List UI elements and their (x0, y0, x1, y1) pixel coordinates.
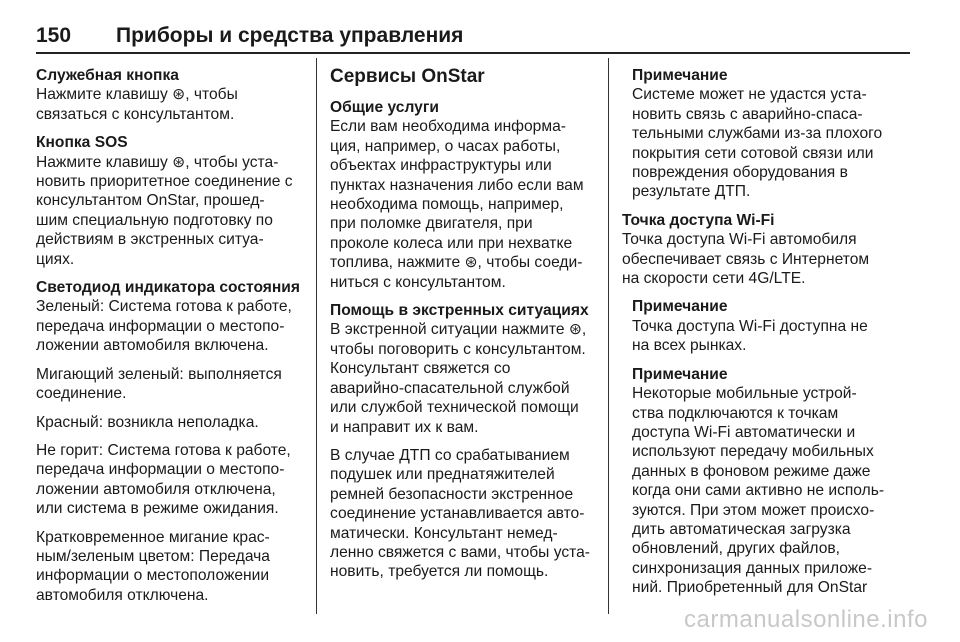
text-block (36, 278, 308, 356)
text-line: новить приоритетное соединение с (36, 173, 293, 191)
text-line: Нажмите клавишу ⊛, чтобы уста- (36, 153, 279, 171)
text-line: шим специальную подготовку по (36, 211, 273, 229)
text-line: В экстренной ситуации нажмите ⊛, (330, 321, 587, 339)
text-block (330, 301, 598, 437)
text-line: объектах инфраструктуры или (330, 157, 552, 175)
subheading: Кнопка SOS (36, 134, 128, 152)
column-1 (36, 66, 308, 614)
text-line: ложении автомобиля отключена, (36, 480, 276, 498)
text-line: необходима помощь, например, (330, 196, 564, 214)
text-line: связаться с консультантом. (36, 105, 235, 123)
text-line: на всех рынках. (632, 337, 747, 355)
text-line: тельными службами из-за плохого (632, 125, 883, 143)
note-block (622, 66, 914, 202)
text-line: зуются. При этом может происхо- (632, 501, 875, 519)
text-line: соединение. (36, 385, 127, 403)
text-line: обновлений, других файлов, (632, 540, 840, 558)
text-block (36, 528, 308, 606)
text-line: новить, требуется ли помощь. (330, 563, 549, 581)
text-line: аварийно-спасательной службой (330, 379, 570, 397)
text-block (330, 446, 598, 582)
text-line: чтобы поговорить с консультантом. (330, 340, 586, 358)
text-line: Точка доступа Wi-Fi доступна не (632, 317, 868, 335)
text-line: синхронизация данных приложе- (632, 559, 873, 577)
subheading: Служебная кнопка (36, 67, 179, 84)
text-line: дить автоматическая загрузка (632, 520, 851, 538)
header-rule (36, 52, 910, 54)
text-line: автомобиля отключена. (36, 586, 209, 604)
column-divider (608, 58, 609, 614)
text-block (36, 365, 308, 404)
subheading: Общие услуги (330, 99, 439, 116)
text-line: Красный: возникла неполадка. (36, 413, 259, 431)
subheading: Точка доступа Wi-Fi (622, 211, 775, 229)
text-line: ложении автомобиля включена. (36, 337, 269, 355)
text-line: Нажмите клавишу ⊛, чтобы (36, 86, 238, 104)
page-number: 150 (36, 24, 72, 47)
text-line: действиям в экстренных ситуа- (36, 231, 264, 249)
text-line: или службой технической помощи (330, 399, 579, 417)
text-line: Мигающий зеленый: выполняется (36, 365, 282, 383)
text-line: соединение устанавливается авто- (330, 505, 585, 523)
text-line: при поломке двигателя, при (330, 215, 533, 233)
text-line: Консультант свяжется со (330, 360, 511, 378)
note-block (622, 297, 914, 355)
text-line: ным/зеленым цветом: Передача (36, 547, 270, 565)
text-line: консультантом OnStar, прошед- (36, 192, 265, 210)
text-line: используют передачу мобильных (632, 443, 874, 461)
column-2 (330, 66, 598, 591)
page-header (36, 24, 924, 54)
text-line: Системе может не удастся уста- (632, 86, 867, 104)
text-line: топлива, нажмите ⊛, чтобы соеди- (330, 254, 583, 272)
note-heading: Примечание (632, 67, 728, 84)
text-line: ленно свяжется с вами, чтобы уста- (330, 543, 590, 561)
text-line: Не горит: Система готова к работе, (36, 441, 291, 459)
text-block (36, 66, 308, 124)
text-line: информации о местоположении (36, 567, 270, 585)
text-line: когда они сами активно не исполь- (632, 482, 885, 500)
page-title: Приборы и средства управления (116, 24, 464, 47)
text-line: ства подключаются к точкам (632, 404, 839, 422)
text-line: проколе колеса или при нехватке (330, 234, 573, 252)
text-line: покрытия сети сотовой связи или (632, 144, 874, 162)
text-line: В случае ДТП со срабатыванием (330, 446, 570, 464)
text-block (36, 441, 308, 519)
note-heading: Примечание (632, 365, 728, 383)
text-line: на скорости сети 4G/LTE. (622, 270, 806, 288)
text-line: циях. (36, 250, 75, 268)
text-line: передача информации о местопо- (36, 317, 285, 335)
text-line: Кратковременное мигание крас- (36, 528, 270, 546)
column-3 (622, 66, 914, 607)
section-title: Сервисы OnStar (330, 66, 485, 87)
note-heading: Примечание (632, 298, 728, 316)
text-line: ний. Приобретенный для OnStar (632, 579, 868, 597)
text-line: новить связь с аварийно-спаса- (632, 105, 863, 123)
text-block (622, 211, 914, 289)
text-line: Точка доступа Wi-Fi автомобиля (622, 231, 857, 249)
text-line: матически. Консультант немед- (330, 524, 558, 542)
text-line: Если вам необходима информа- (330, 118, 566, 136)
watermark: carmanualsonline.info (684, 606, 928, 633)
text-block (36, 413, 308, 432)
text-line: результате ДТП. (632, 183, 751, 201)
text-line: пунктах назначения либо если вам (330, 176, 584, 194)
text-line: ниться с консультантом. (330, 273, 506, 291)
subheading: Светодиод индикатора состояния (36, 279, 300, 297)
column-divider (316, 58, 317, 614)
text-line: обеспечивает связь с Интернетом (622, 250, 870, 268)
text-line: ция, например, о часах работы, (330, 137, 561, 155)
text-line: или система в режиме ожидания. (36, 500, 279, 518)
text-line: передача информации о местопо- (36, 461, 285, 479)
text-line: Некоторые мобильные устрой- (632, 385, 857, 403)
text-block (36, 133, 308, 269)
text-line: подушек или преднатяжителей (330, 466, 555, 484)
text-block (330, 98, 598, 292)
subheading: Помощь в экстренных ситуациях (330, 302, 589, 320)
text-line: и направит их к вам. (330, 418, 479, 436)
text-line: данных в фоновом режиме даже (632, 462, 871, 480)
text-line: повреждения оборудования в (632, 164, 848, 182)
text-line: ремней безопасности экстренное (330, 485, 574, 503)
text-line: Зеленый: Система готова к работе, (36, 298, 292, 316)
text-line: доступа Wi-Fi автоматически и (632, 423, 856, 441)
note-block (622, 365, 914, 598)
